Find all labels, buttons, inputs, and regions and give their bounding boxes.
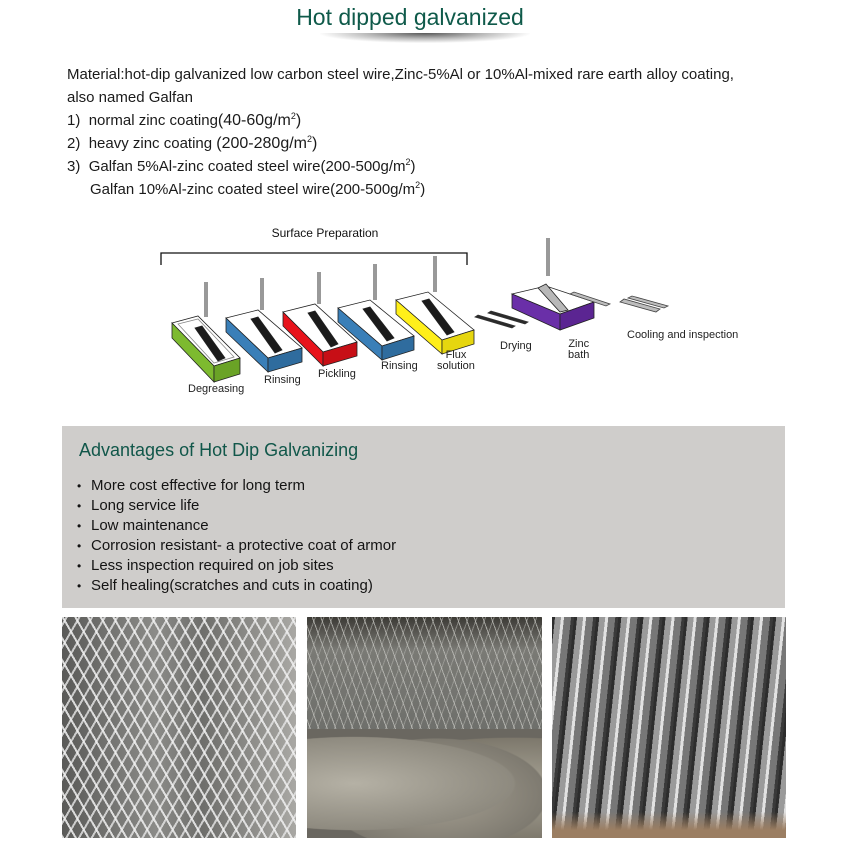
spec-item-value: (40-60g/m [217, 112, 291, 129]
step-drying-label: Drying [500, 340, 532, 352]
advantage-text: Self healing(scratches and cuts in coating) [91, 577, 373, 594]
spec-item-3 [67, 155, 807, 178]
spec-item-text: Galfan 10%Al-zinc coated steel wire(200-500g/m [90, 181, 416, 198]
bullet-icon: • [77, 579, 82, 593]
material-line-1: Material:hot-dip galvanized low carbon steel wire,Zinc-5%Al or 10%Al-mixed rare earth alloy coating, [67, 66, 734, 83]
advantage-text: Corrosion resistant- a protective coat of armor [91, 537, 397, 554]
material-line-2: also named Galfan [67, 89, 193, 106]
advantage-item [77, 556, 396, 576]
photo-chain-link-mesh [62, 617, 296, 838]
advantage-item [77, 476, 396, 496]
step-cooling-label: Cooling and inspection [627, 329, 739, 341]
spec-item-3b [67, 178, 807, 201]
galvanizing-process-diagram [150, 220, 770, 405]
bullet-icon: • [77, 499, 82, 513]
advantage-item [77, 516, 396, 536]
drying-rack [475, 311, 528, 328]
page-title: Hot dipped galvanized [296, 4, 524, 30]
paren-close: ) [420, 181, 426, 198]
advantages-title: Advantages of Hot Dip Galvanizing [79, 440, 359, 460]
zinc-line-1: Zinc [568, 338, 590, 350]
flux-line-1: Flux [445, 349, 467, 361]
plastic-bags [307, 729, 542, 838]
advantage-text: Long service life [91, 497, 200, 514]
step-pickling-label: Pickling [318, 368, 356, 380]
bullet-icon: • [77, 479, 82, 493]
zinc-line-2: bath [568, 349, 590, 361]
superscript: 2 [306, 134, 312, 144]
advantage-item [77, 576, 396, 596]
step-zinc-bath-label [568, 339, 589, 361]
advantage-item [77, 496, 396, 516]
spec-item-1 [67, 109, 807, 132]
spec-item-text: Galfan 5%Al-zinc coated steel wire(200-500g/m [88, 158, 406, 175]
bullet-icon: • [77, 539, 82, 553]
advantages-panel [62, 426, 785, 608]
spec-item-text: heavy zinc coating [88, 135, 217, 152]
superscript: 2 [290, 111, 296, 121]
bullet-icon: • [77, 559, 82, 573]
step-flux-label [437, 350, 475, 372]
step-degreasing-label: Degreasing [188, 383, 245, 395]
tank-zinc-bath [512, 238, 594, 330]
title-underline-shadow [320, 33, 530, 43]
advantage-text: Low maintenance [91, 517, 209, 534]
advantages-list [77, 476, 396, 596]
spec-item-number: 2) [67, 135, 81, 152]
spec-item-number: 1) [67, 112, 81, 129]
bullet-icon: • [77, 519, 82, 533]
process-illustration [150, 220, 770, 405]
paren-close: ) [312, 135, 318, 152]
advantage-text: More cost effective for long term [91, 477, 305, 494]
photo-fence-rolls [307, 617, 542, 838]
advantage-item [77, 536, 396, 556]
step-rinsing-2-label: Rinsing [381, 360, 418, 372]
superscript: 2 [415, 180, 421, 190]
spec-item-2 [67, 132, 807, 155]
flux-line-2: solution [437, 360, 475, 372]
surface-preparation-label: Surface Preparation [271, 226, 379, 240]
material-specs [67, 63, 807, 201]
paren-close: ) [410, 158, 416, 175]
spec-item-value: (200-280g/m [216, 135, 307, 152]
advantage-text: Less inspection required on job sites [91, 557, 334, 574]
spec-item-text: normal zinc coating [88, 112, 218, 129]
paren-close: ) [295, 112, 302, 129]
spec-item-number: 3) [67, 158, 81, 175]
step-rinsing-label: Rinsing [264, 374, 301, 386]
photo-galvanized-pipes [552, 617, 786, 838]
floor [552, 812, 786, 838]
superscript: 2 [405, 157, 411, 167]
